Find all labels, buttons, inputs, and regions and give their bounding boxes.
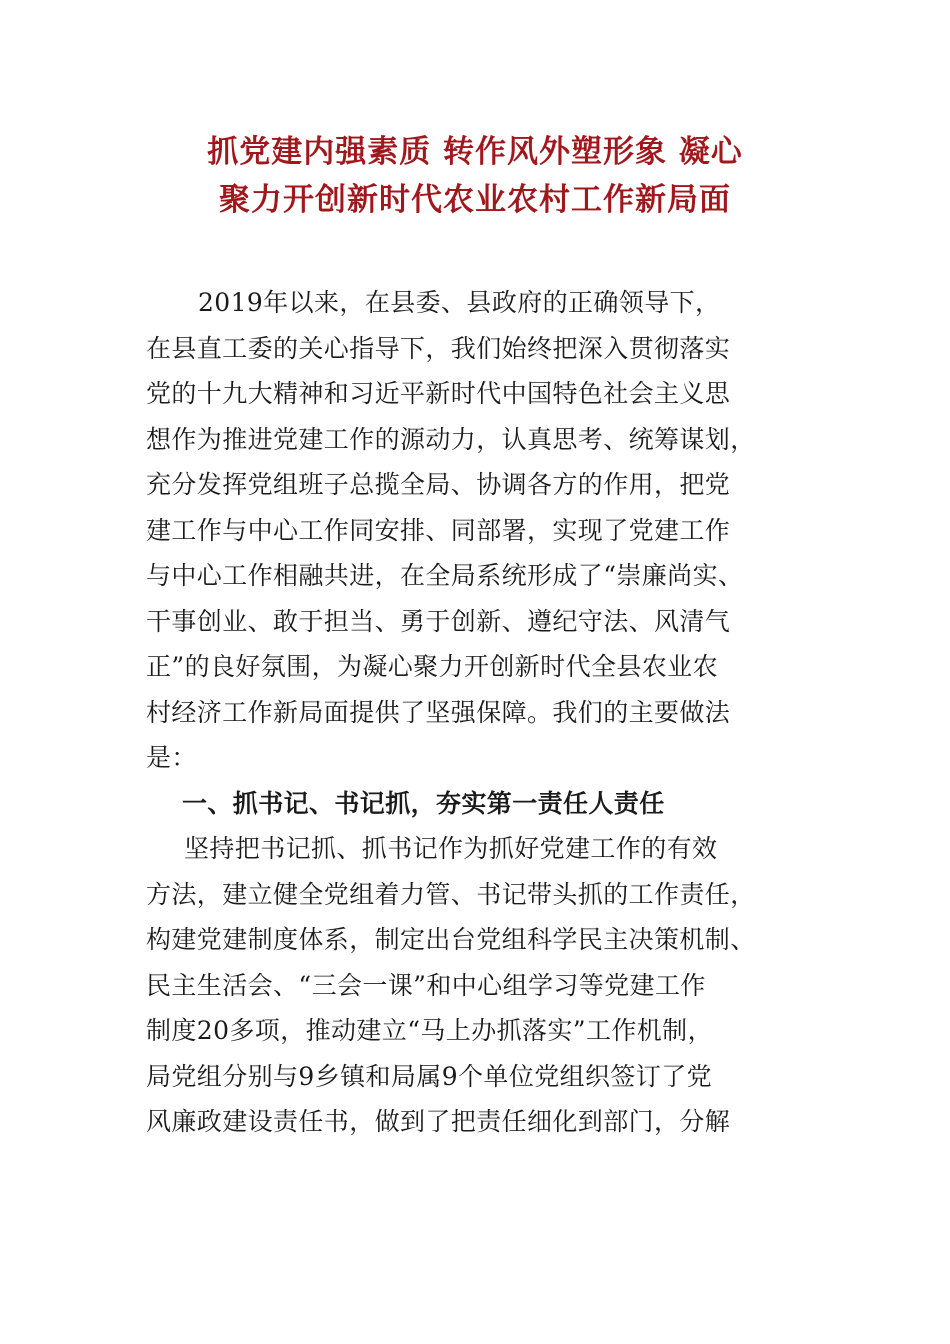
paragraph-line: 干事创业、敢于担当、勇于创新、遵纪守法、风清气 [146, 606, 731, 636]
paragraph-line: 2019年以来，在县委、县政府的正确领导下， [198, 288, 721, 317]
paragraph-line: 民主生活会、“三会一课”和中心组学习等党建工作 [146, 970, 706, 1000]
document-title [100, 128, 850, 224]
paragraph-line: 在县直工委的关心指导下，我们始终把深入贯彻落实 [146, 333, 731, 363]
paragraph-line: 是： [146, 743, 197, 772]
paragraph-line: 村经济工作新局面提供了坚强保障。我们的主要做法 [146, 697, 731, 727]
paragraph-line: 坚持把书记抓、抓书记作为抓好党建工作的有效 [184, 834, 718, 863]
section-heading: 一、抓书记、书记抓，夯实第一责任人责任 [182, 788, 665, 818]
paragraph-line: 局党组分别与9乡镇和局属9个单位党组织签订了党 [146, 1061, 713, 1091]
paragraph-line: 充分发挥党组班子总揽全局、协调各方的作用，把党 [146, 470, 731, 499]
paragraph-line: 想作为推进党建工作的源动力，认真思考、统筹谋划， [146, 424, 756, 454]
title-line-1: 抓党建内强素质 转作风外塑形象 凝心 [207, 134, 743, 170]
paragraph-line: 党的十九大精神和习近平新时代中国特色社会主义思 [146, 379, 731, 408]
paragraph-line: 与中心工作相融共进，在全局系统形成了“崇廉尚实、 [146, 561, 744, 590]
document-body [146, 280, 816, 1145]
section-1 [146, 781, 816, 1145]
paragraph-line: 风廉政建设责任书，做到了把责任细化到部门，分解 [146, 1107, 731, 1136]
intro-paragraph [146, 280, 816, 781]
paragraph-line: 正”的良好氛围，为凝心聚力开创新时代全县农业农 [146, 652, 718, 681]
paragraph-line: 构建党建制度体系，制定出台党组科学民主决策机制、 [146, 925, 756, 954]
paragraph-line: 建工作与中心工作同安排、同部署，实现了党建工作 [146, 515, 731, 545]
paragraph-line: 制度20多项，推动建立“马上办抓落实”工作机制， [146, 1016, 713, 1045]
paragraph-line: 方法，建立健全党组着力管、书记带头抓的工作责任， [146, 879, 756, 909]
title-line-2: 聚力开创新时代农业农村工作新局面 [219, 182, 731, 218]
